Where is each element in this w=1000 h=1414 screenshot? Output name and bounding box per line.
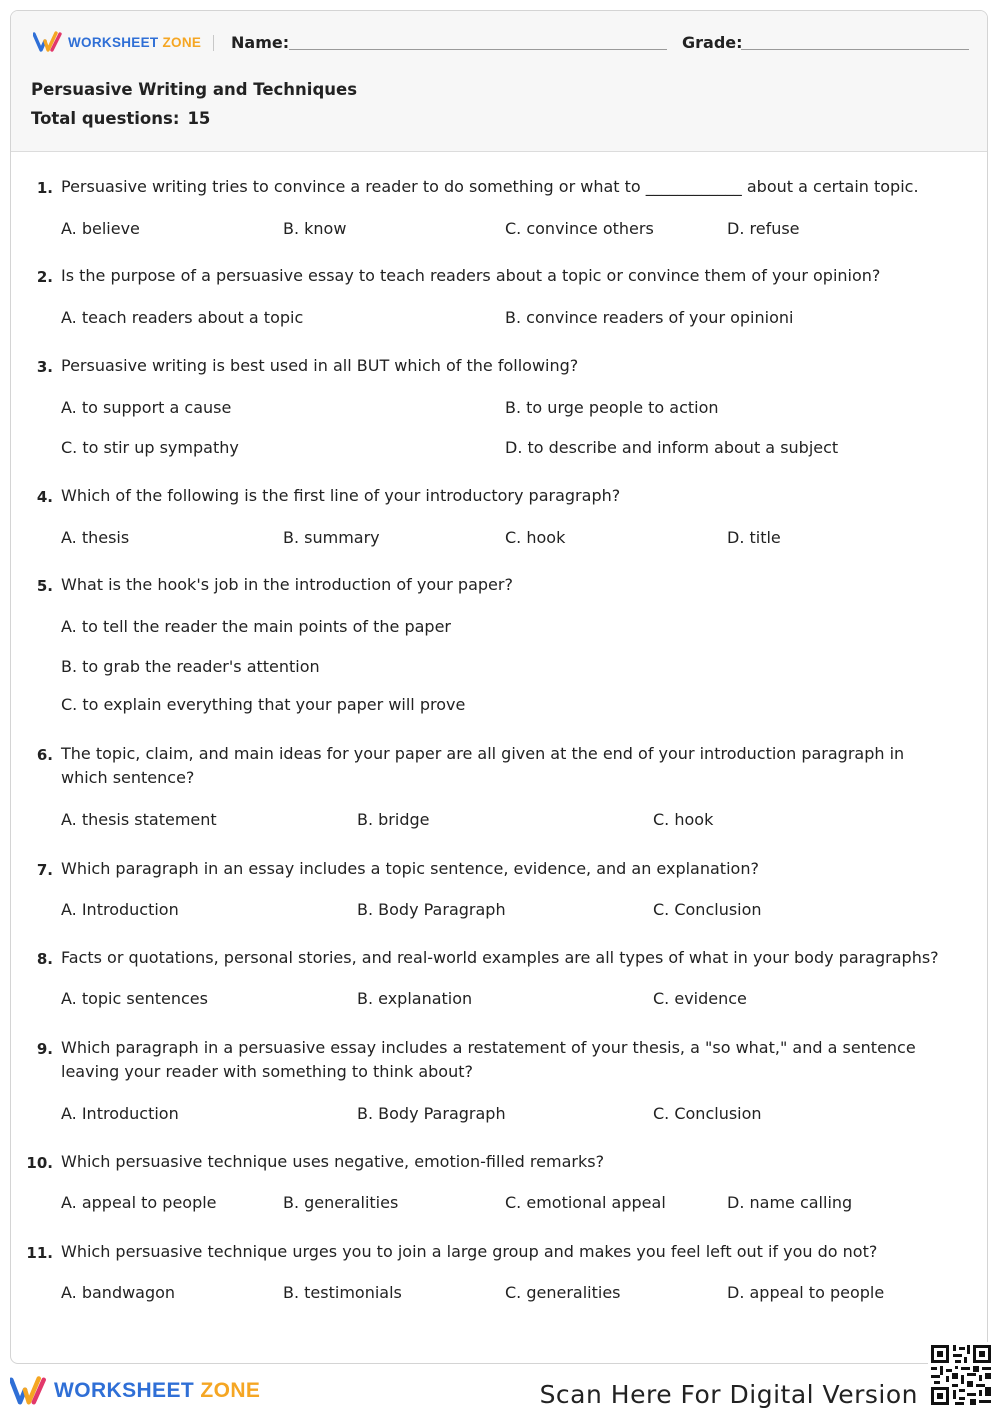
footer-brand-logo [10,1376,260,1406]
option-b[interactable]: B. summary [283,528,380,547]
worksheet-sheet [10,10,988,1364]
option-c[interactable]: C. Conclusion [653,900,762,919]
question-text: Which persuasive technique uses negative, emotion-filled remarks? [61,1152,605,1171]
question-number: 8. [36,950,53,968]
option-b[interactable]: B. know [283,219,347,238]
option-b[interactable]: B. convince readers of your opinioni [505,308,794,327]
question-number: 10. [26,1154,53,1172]
option-d[interactable]: D. to describe and inform about a subject [505,438,839,457]
option-b[interactable]: B. to grab the reader's attention [61,657,320,676]
option-b[interactable]: B. bridge [357,810,430,829]
option-a[interactable]: A. believe [61,219,140,238]
option-c[interactable]: C. hook [653,810,714,829]
option-a[interactable]: A. thesis [61,528,130,547]
question-number: 9. [36,1040,53,1058]
option-d[interactable]: D. appeal to people [727,1283,885,1302]
option-c[interactable]: C. to stir up sympathy [61,438,239,457]
option-c[interactable]: C. convince others [505,219,654,238]
question-number: 7. [36,861,53,879]
option-a[interactable]: A. topic sentences [61,989,208,1008]
option-a[interactable]: A. thesis statement [61,810,217,829]
footer-brand-name: WORKSHEET ZONE [54,1379,261,1402]
question-number: 6. [36,746,53,764]
question-number: 1. [36,179,53,197]
option-d[interactable]: D. name calling [727,1193,853,1212]
brand-logo [33,31,201,53]
option-b[interactable]: B. Body Paragraph [357,1104,506,1123]
option-d[interactable]: D. title [727,528,781,547]
question-number: 5. [36,577,53,595]
option-c[interactable]: C. hook [505,528,566,547]
qr-code-icon[interactable] [928,1342,994,1408]
worksheet-zone-logo-icon [10,1376,50,1406]
question-text: Which persuasive technique urges you to join a large group and makes you feel left out if you do not? [61,1242,878,1261]
option-c[interactable]: C. to explain everything that your paper will prove [61,695,466,714]
question-text: The topic, claim, and main ideas for your paper are all given at the end of your introduction paragraph in which sentence? [61,744,905,787]
name-field[interactable] [289,49,667,50]
option-d[interactable]: D. refuse [727,219,800,238]
option-b[interactable]: B. explanation [357,989,473,1008]
brand-name: WORKSHEET ZONE [68,34,202,50]
name-label: Name: [231,33,290,52]
grade-label: Grade: [682,33,743,52]
option-c[interactable]: C. emotional appeal [505,1193,666,1212]
question-text: Which paragraph in a persuasive essay includes a restatement of your thesis, a "so what," and a sentence leaving your reader with something to think about? [61,1038,916,1081]
question-number: 2. [36,268,53,286]
question-text: Which of the following is the first line of your introductory paragraph? [61,486,621,505]
page-footer [0,1364,1000,1414]
option-c[interactable]: C. Conclusion [653,1104,762,1123]
question-text: Facts or quotations, personal stories, and real-world examples are all types of what in your body paragraphs? [61,948,939,967]
question-number: 4. [36,488,53,506]
option-b[interactable]: B. generalities [283,1193,399,1212]
option-c[interactable]: C. evidence [653,989,747,1008]
option-a[interactable]: A. teach readers about a topic [61,308,304,327]
question-text: Persuasive writing is best used in all BUT which of the following? [61,356,579,375]
option-a[interactable]: A. bandwagon [61,1283,176,1302]
option-a[interactable]: A. to tell the reader the main points of the paper [61,617,451,636]
question-text: Which paragraph in an essay includes a topic sentence, evidence, and an explanation? [61,859,759,878]
option-a[interactable]: A. Introduction [61,1104,179,1123]
option-b[interactable]: B. testimonials [283,1283,402,1302]
option-b[interactable]: B. Body Paragraph [357,900,506,919]
question-number: 11. [26,1244,53,1262]
option-a[interactable]: A. Introduction [61,900,179,919]
option-a[interactable]: A. to support a cause [61,398,232,417]
question-text: Is the purpose of a persuasive essay to teach readers about a topic or convince them of your opinion? [61,266,881,285]
total-questions: Total questions: 15 [31,109,211,128]
header-top-row [33,31,973,61]
option-c[interactable]: C. generalities [505,1283,621,1302]
question-text: Persuasive writing tries to convince a reader to do something or what to ____________ about a certain topic. [61,177,919,196]
option-a[interactable]: A. appeal to people [61,1193,217,1212]
question-number: 3. [36,358,53,376]
logo-divider [213,35,214,51]
question-text: What is the hook's job in the introduction of your paper? [61,575,513,594]
worksheet-zone-logo-icon [33,31,65,53]
grade-field[interactable] [741,49,969,50]
option-b[interactable]: B. to urge people to action [505,398,719,417]
worksheet-header [11,11,987,152]
scan-caption: Scan Here For Digital Version [539,1380,918,1409]
worksheet-title: Persuasive Writing and Techniques [31,80,358,99]
